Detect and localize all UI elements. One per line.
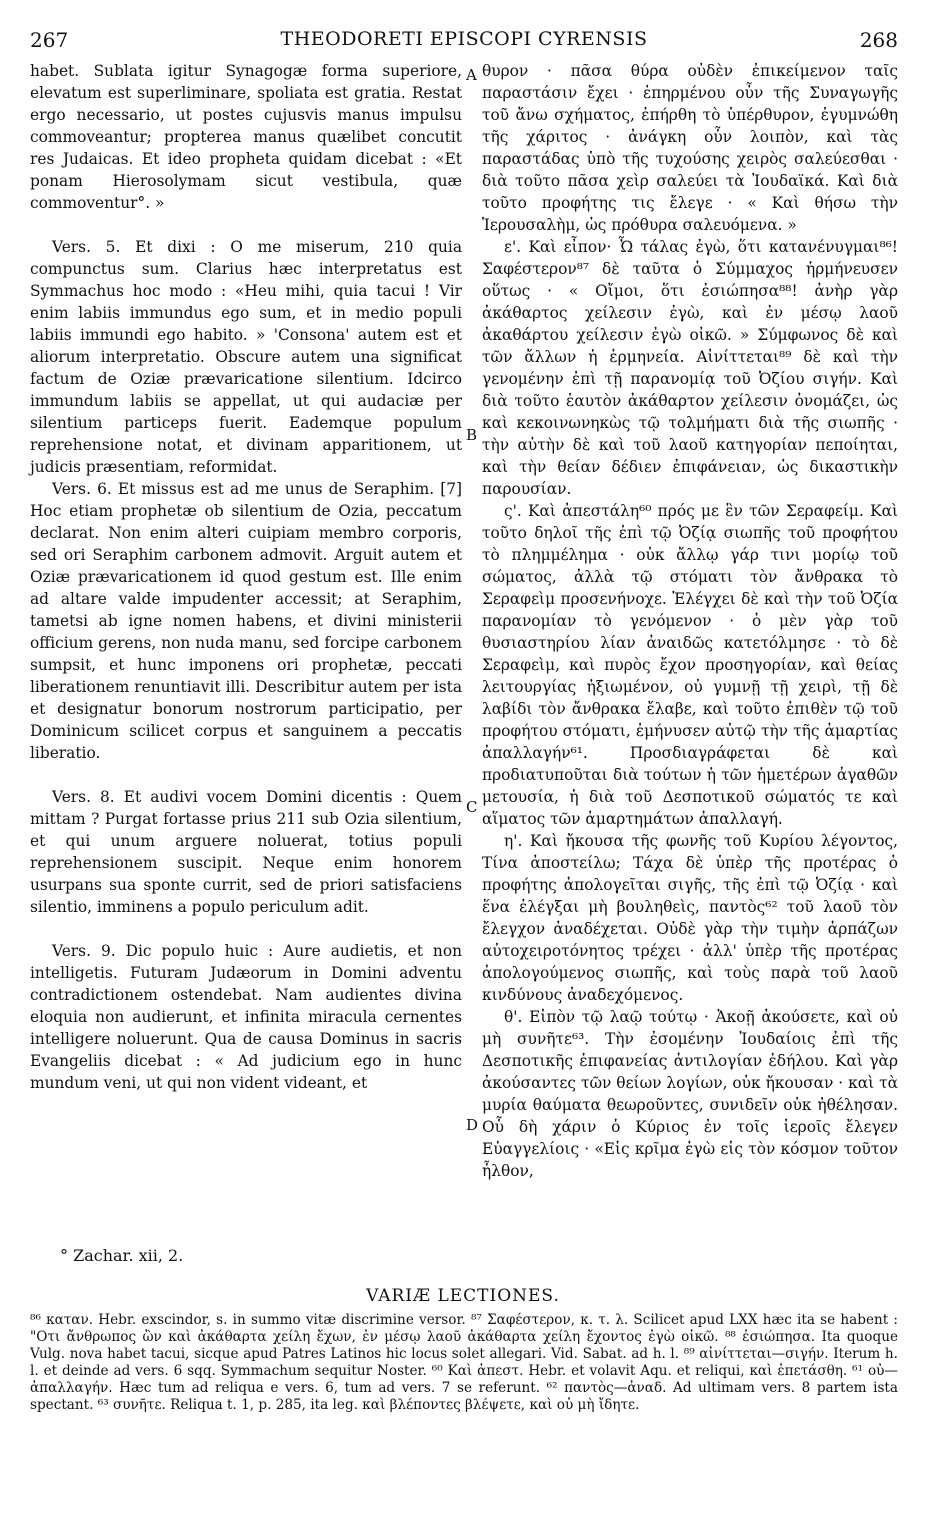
page-header xyxy=(30,28,898,54)
latin-paragraph: Vers. 8. Et audivi vocem Domini dicentis : Quem mittam ? Purgat fortasse prius 211 sub Ozia silentium, et qui unum arguere noluerat, totius populi reprehensionem suscipit. Neque enim honorem usurpans sua sponte currit, sed de priori satisfaciens silentio, imminens a populo periculum adit. xyxy=(30,788,462,916)
margin-letter-c: C xyxy=(466,798,478,816)
greek-paragraph: θυρον · πᾶσα θύρα οὐδὲν ἐπικείμενον ταῖς παραστάσιν ἔχει · ἐπηρμένου οὖν τῆς Συναγωγῆς τοῦ ἄνω σχήματος, ἐπήρθη τὸ ὑπέρθυρον, ἐγυμνώθη τῆς χάριτος · ἀνάγκη οὖν λοιπὸν, καὶ τὰς παραστάδας ὑπὸ τῆς τυχούσης χειρὸς σαλεύεσθαι · διὰ τοῦτο πᾶσα χεὶρ σαλεύει τὰ Ἰουδαϊκά. Καὶ διὰ τοῦτο προφήτης τις ἔλεγε · « Καὶ θήσω τὴν Ἱερουσαλὴμ, ὡς πρόθυρα σαλευόμενα. » xyxy=(482,62,898,234)
greek-column xyxy=(482,60,898,1182)
margin-letter-a: A xyxy=(466,66,477,84)
variae-lectiones-text: ⁸⁶ καταν. Hebr. exscindor, s. in summo vitæ discrimine versor. ⁸⁷ Σαφέστερον, κ. τ. λ. Scilicet apud LXX hæc ita se habent : "Οτι ἄνθρωπος ὢν καὶ ἀκάθαρτα χείλη ἔχων, ἐν μέσῳ λαοῦ ἀκάθαρτα χείλη ἔχοντος ἐγὼ οἰκῶ. ⁸⁸ ἐσιώπησα. Ita quoque Vulg. nova habet tacui, sicque apud Patres Latinos hic locus solet allegari. Vid. Sabat. ad h. l. ⁸⁹ αἰνίττεται—σιγήν. Iterum h. l. et deinde ad vers. 6 sqq. Symmachum sequitur Noster. ⁶⁰ Καὶ ἀπεστ. Hebr. et volavit Aqu. et reliqui, καὶ ἐπετάσθη. ⁶¹ οὐ—ἀπαλλαγήν. Hæc tum ad reliqua e vers. 6, tum ad vers. 7 se referunt. ⁶² παντὸς—ἀναδ. Ad ultimam vers. 8 partem ista spectant. ⁶³ συνῆτε. Reliqua t. 1, p. 285, ita leg. καὶ βλέποντες βλέψετε, καὶ οὐ μὴ ἴδητε. xyxy=(30,1312,898,1413)
greek-paragraph: ς'. Καὶ ἀπεστάλη⁶⁰ πρός με ἓν τῶν Σεραφείμ. Καὶ τοῦτο δηλοῖ τῆς ἐπὶ τῷ Ὀζίᾳ σιωπῆς τοῦ προφήτου τὸ πλημμέλημα · οὐκ ἄλλῳ γάρ τινι μορίῳ τοῦ σώματος, ἀλλὰ τῷ στόματι τὸν ἄνθρακα τὸ Σεραφεὶμ προσενήνοχε. Ἐλέγχει δὲ καὶ τὴν τοῦ Ὀζία παρανομίαν τὸ γενόμενον · ὁ μὲν γὰρ τοῦ θυσιαστηρίου λίαν ἀναιδῶς κατετόλμησε · τὸ δὲ Σεραφεὶμ, καὶ πυρὸς ἔχον προσηγορίαν, καὶ θείας λειτουργίας ἠξιωμένον, οὐ γυμνῇ τῇ χειρὶ, τῇ δὲ λαβίδι τὸν ἄνθρακα ἔλαβε, καὶ τοῦτο ἐπιθὲν τῷ τοῦ προφήτου στόματι, ἐμήνυσεν αὐτῷ τὴν τῆς ἁμαρτίας ἀπαλλαγήν⁶¹. Προσδιαγράφεται δὲ καὶ προδιατυποῦται διὰ τούτων ἡ τῶν ἡμετέρων ἀγαθῶν μετουσία, ἡ διὰ τοῦ Δεσποτικοῦ σώματός τε καὶ αἵματος τῶν ἁμαρτημάτων ἀπαλλαγή. xyxy=(482,502,898,828)
margin-letter-b: B xyxy=(466,426,478,444)
latin-column xyxy=(30,60,462,1094)
footnote: ° Zachar. xii, 2. xyxy=(60,1246,184,1265)
variae-lectiones-title: VARIÆ LECTIONES. xyxy=(366,1286,560,1306)
page-number-left: 267 xyxy=(30,28,69,52)
running-title: THEODORETI EPISCOPI CYRENSIS xyxy=(280,28,648,50)
greek-paragraph: η'. Καὶ ἤκουσα τῆς φωνῆς τοῦ Κυρίου λέγοντος, Τίνα ἀποστείλω; Τάχα δὲ ὑπὲρ τῆς προτέρας ὁ προφήτης ἀπολογεῖται σιγῆς, τῆς ἐπὶ τῷ Ὀζίᾳ · καὶ ἕνα ἐλέγξαι μὴ βουληθεὶς, παντὸς⁶² τοῦ λαοῦ τὸν ἔλεγχον ἀναδέχεται. Οὐδὲ γὰρ τὴν τιμὴν ἁρπάζων αὐτοχειροτόνητος τρέχει · ἀλλ' ὑπὲρ τῆς προτέρας ἀπολογούμενος σιωπῆς, καὶ τοὺς παρὰ τοῦ λαοῦ κινδύνους ἀναδεχόμενος. xyxy=(482,832,898,1004)
latin-paragraph: Vers. 6. Et missus est ad me unus de Seraphim. [7] Hoc etiam prophetæ ob silentium de Ozia, peccatum declarat. Non enim alteri cuipiam membro corporis, sed ori Seraphim carbonem admovit. Arguit autem et Oziæ prævaricationem id quod gestum est. Ille enim ad altare valde impudenter accessit; at Seraphim, tametsi ab igne nomen habens, et divini ministerii officium gerens, non nuda manu, sed forcipe carbonem sumpsit, et hunc imponens ori prophetæ, peccati liberationem renuntiavit illi. Describitur autem per ista et designatur bonorum nostrorum participatio, per Dominicum scilicet corpus et sanguinem a peccatis liberatio. xyxy=(30,480,462,762)
page-number-right: 268 xyxy=(859,28,898,52)
latin-paragraph: habet. Sublata igitur Synagogæ forma superiore, elevatum est superliminare, spoliata est gratia. Restat ergo necessario, ut postes cujusvis manus impulsu commoveantur; propterea manus quælibet concutit res Judaicas. Et ideo propheta quidam dicebat : «Et ponam Hierosolymam sicut vestibula, quæ commoventur°. » xyxy=(30,62,462,212)
greek-paragraph: θ'. Εἰπὸν τῷ λαῷ τούτῳ · Ἀκοῇ ἀκούσετε, καὶ οὐ μὴ συνῆτε⁶³. Τὴν ἐσομένην Ἰουδαίοις ἐπὶ τῆς Δεσποτικῆς ἐπιφανείας ἀντιλογίαν ἐδήλου. Καὶ γὰρ ἀκούσαντες τῶν θείων λογίων, οὐκ ἤκουσαν · καὶ τὰ μυρία θαύματα θεωροῦντες, συνιδεῖν οὐκ ἠθέλησαν. Οὗ δὴ χάριν ὁ Κύριος ἐν τοῖς ἱεροῖς ἔλεγεν Εὐαγγελίοις · «Εἰς κρῖμα ἐγὼ εἰς τὸν κόσμον τοῦτον ἦλθον, xyxy=(482,1008,898,1180)
latin-paragraph: Vers. 9. Dic populo huic : Aure audietis, et non intelligetis. Futuram Judæorum in Domini adventu contradictionem ostendebat. Nam audientes divina eloquia non audierunt, et infinita miracula cernentes intelligere noluerunt. Qua de causa Dominus in sacris Evangeliis dicebat : « Ad judicium ego in hunc mundum veni, ut qui non vident videant, et xyxy=(30,942,462,1092)
greek-paragraph: ε'. Καὶ εἶπον· Ὦ τάλας ἐγὼ, ὅτι κατανένυγμαι⁸⁶! Σαφέστερον⁸⁷ δὲ ταῦτα ὁ Σύμμαχος ἡρμήνευσεν οὕτως · « Οἴμοι, ὅτι ἐσιώπησα⁸⁸! ἀνὴρ γὰρ ἀκάθαρτος χείλεσιν ἐγὼ, καὶ ἐν μέσῳ λαοῦ ἀκαθάρτου χείλεσιν ἐγὼ οἰκῶ. » Σύμφωνος δὲ καὶ τῶν ἄλλων ἡ ἑρμηνεία. Αἰνίττεται⁸⁹ δὲ καὶ τὴν γενομένην ἐπὶ τῇ παρανομίᾳ τοῦ Ὀζίου σιγήν. Καὶ διὰ τοῦτο ἑαυτὸν ἀκάθαρτον χείλεσιν ὀνομάζει, ὡς καὶ κεκοινωνηκὼς τῷ τολμήματι διὰ τῆς σιωπῆς · τὴν αὐτὴν δὲ καὶ τοῦ λαοῦ κατηγορίαν πεποίηται, καὶ τὴν θείαν δέδιεν ἐπιφάνειαν, ὡς δικαστικὴν παρουσίαν. xyxy=(482,238,898,498)
latin-paragraph: Vers. 5. Et dixi : O me miserum, 210 quia compunctus sum. Clarius hæc interpretatus est Symmachus hoc modo : «Heu mihi, quia tacui ! Vir enim labiis immundus ego sum, et in medio populi labiis immundi ego habito. » 'Consona' autem est et aliorum interpretatio. Obscure autem una significat factum de Oziæ prævaricatione silentium. Idcirco immundum labiis se appellat, ut qui audaciæ per silentium particeps fuerit. Eademque populum reprehensione notat, et divinam apparitionem, ut judicis præsentiam, reformidat. xyxy=(30,238,462,476)
margin-letter-d: D xyxy=(466,1116,479,1134)
